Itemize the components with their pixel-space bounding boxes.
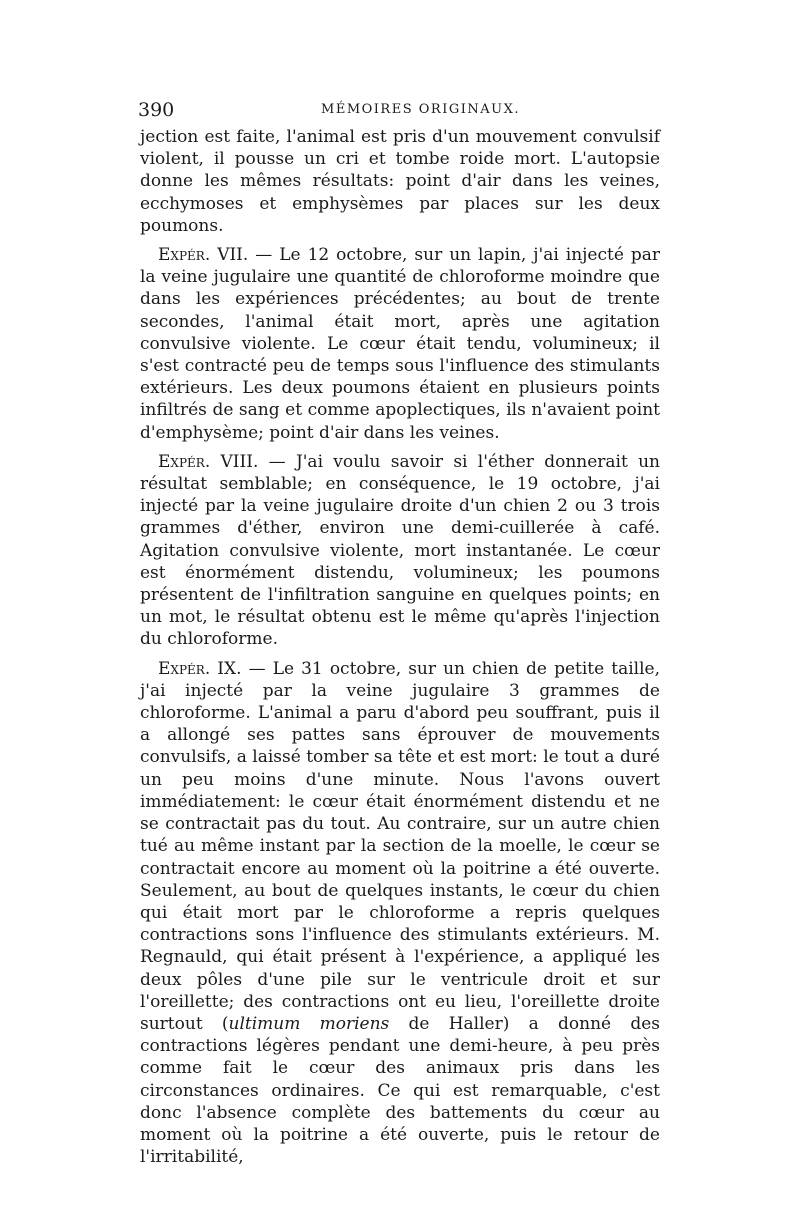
- paragraph-experiment-7: [140, 244, 660, 444]
- paragraph-text: — Le 12 octobre, sur un lapin, j'ai injecté par la veine jugulaire une quantité de chloroforme moindre que dans les expériences précédentes; au bout de trente secondes, l'animal était mort, après une agitation convulsive violente. Le cœur était tendu, volumineux; il s'est contracté peu de temps sous l'influence des stimulants extérieurs. Les deux poumons étaient en plusieurs points infiltrés de sang et comme apoplectiques, ils n'avaient point d'emphysème; point d'air dans les veines.: [140, 245, 660, 443]
- latin-term: ultimum moriens: [228, 1013, 390, 1034]
- paragraph-text: — Le 31 octobre, sur un chien de petite taille, j'ai injecté par la veine jugulaire 3 grammes de chloroforme. L'animal a paru d'abord peu souffrant, puis il a allongé ses pattes sans éprouver de mouvements convulsifs, a laissé tomber sa tête et est mort: le tout a duré un peu moins d'une minute. Nous l'avons ouvert immédiatement: le cœur était énormément distendu et ne se contractait pas du tout. Au contraire, sur un autre chien tué au même instant par la section de la moelle, le cœur se contractait encore au moment où la poitrine a été ouverte. Seulement, au bout de quelques instants, le cœur du chien qui était mort par le chloroforme a repris quelques contractions sons l'influence des stimulants extérieurs. M. Regnauld, qui était présent à l'expérience, a appliqué les deux pôles d'une pile sur le ventricule droit et sur l'oreillette; des contractions ont eu lieu, l'oreillette droite surtout (: [140, 658, 660, 1034]
- paragraph-text: de Haller) a donné des contractions légères pendant une demi-heure, à peu près comme fait le cœur des animaux pris dans les circonstances ordinaires. Ce qui est remarquable, c'est donc l'absence complète des battements du cœur au moment où la poitrine a été ouverte, puis le retour de l'irritabilité,: [140, 1013, 660, 1168]
- paragraph-text: — J'ai voulu savoir si l'éther donnerait un résultat semblable; en conséquence, le 19 octobre, j'ai injecté par la veine jugulaire droite d'un chien 2 ou 3 trois grammes d'éther, environ une demi-cuillerée à café. Agitation convulsive violente, mort instantanée. Le cœur est énormément distendu, volumineux; les poumons présentent de l'infiltration sanguine en quelques points; en un mot, le résultat obtenu est le même qu'après l'injection du chloroforme.: [140, 451, 660, 650]
- experiment-label: Expér. VIII.: [158, 451, 259, 472]
- paragraph-text: jection est faite, l'animal est pris d'un mouvement convulsif violent, il pousse un cri et tombe roide mort. L'autopsie donne les mêmes résultats: point d'air dans les veines, ecchymoses et emphysèmes par places sur les deux poumons.: [140, 127, 660, 236]
- body-text: [140, 126, 660, 1168]
- experiment-label: Expér. IX.: [158, 658, 242, 679]
- page-number: 390: [138, 99, 175, 121]
- experiment-label: Expér. VII.: [158, 245, 249, 266]
- paragraph-continuation: [140, 126, 660, 237]
- running-head: MÉMOIRES ORIGINAUX.: [321, 102, 520, 117]
- page-header: [138, 96, 663, 124]
- paragraph-experiment-9: [140, 658, 660, 1169]
- paragraph-experiment-8: [140, 451, 660, 651]
